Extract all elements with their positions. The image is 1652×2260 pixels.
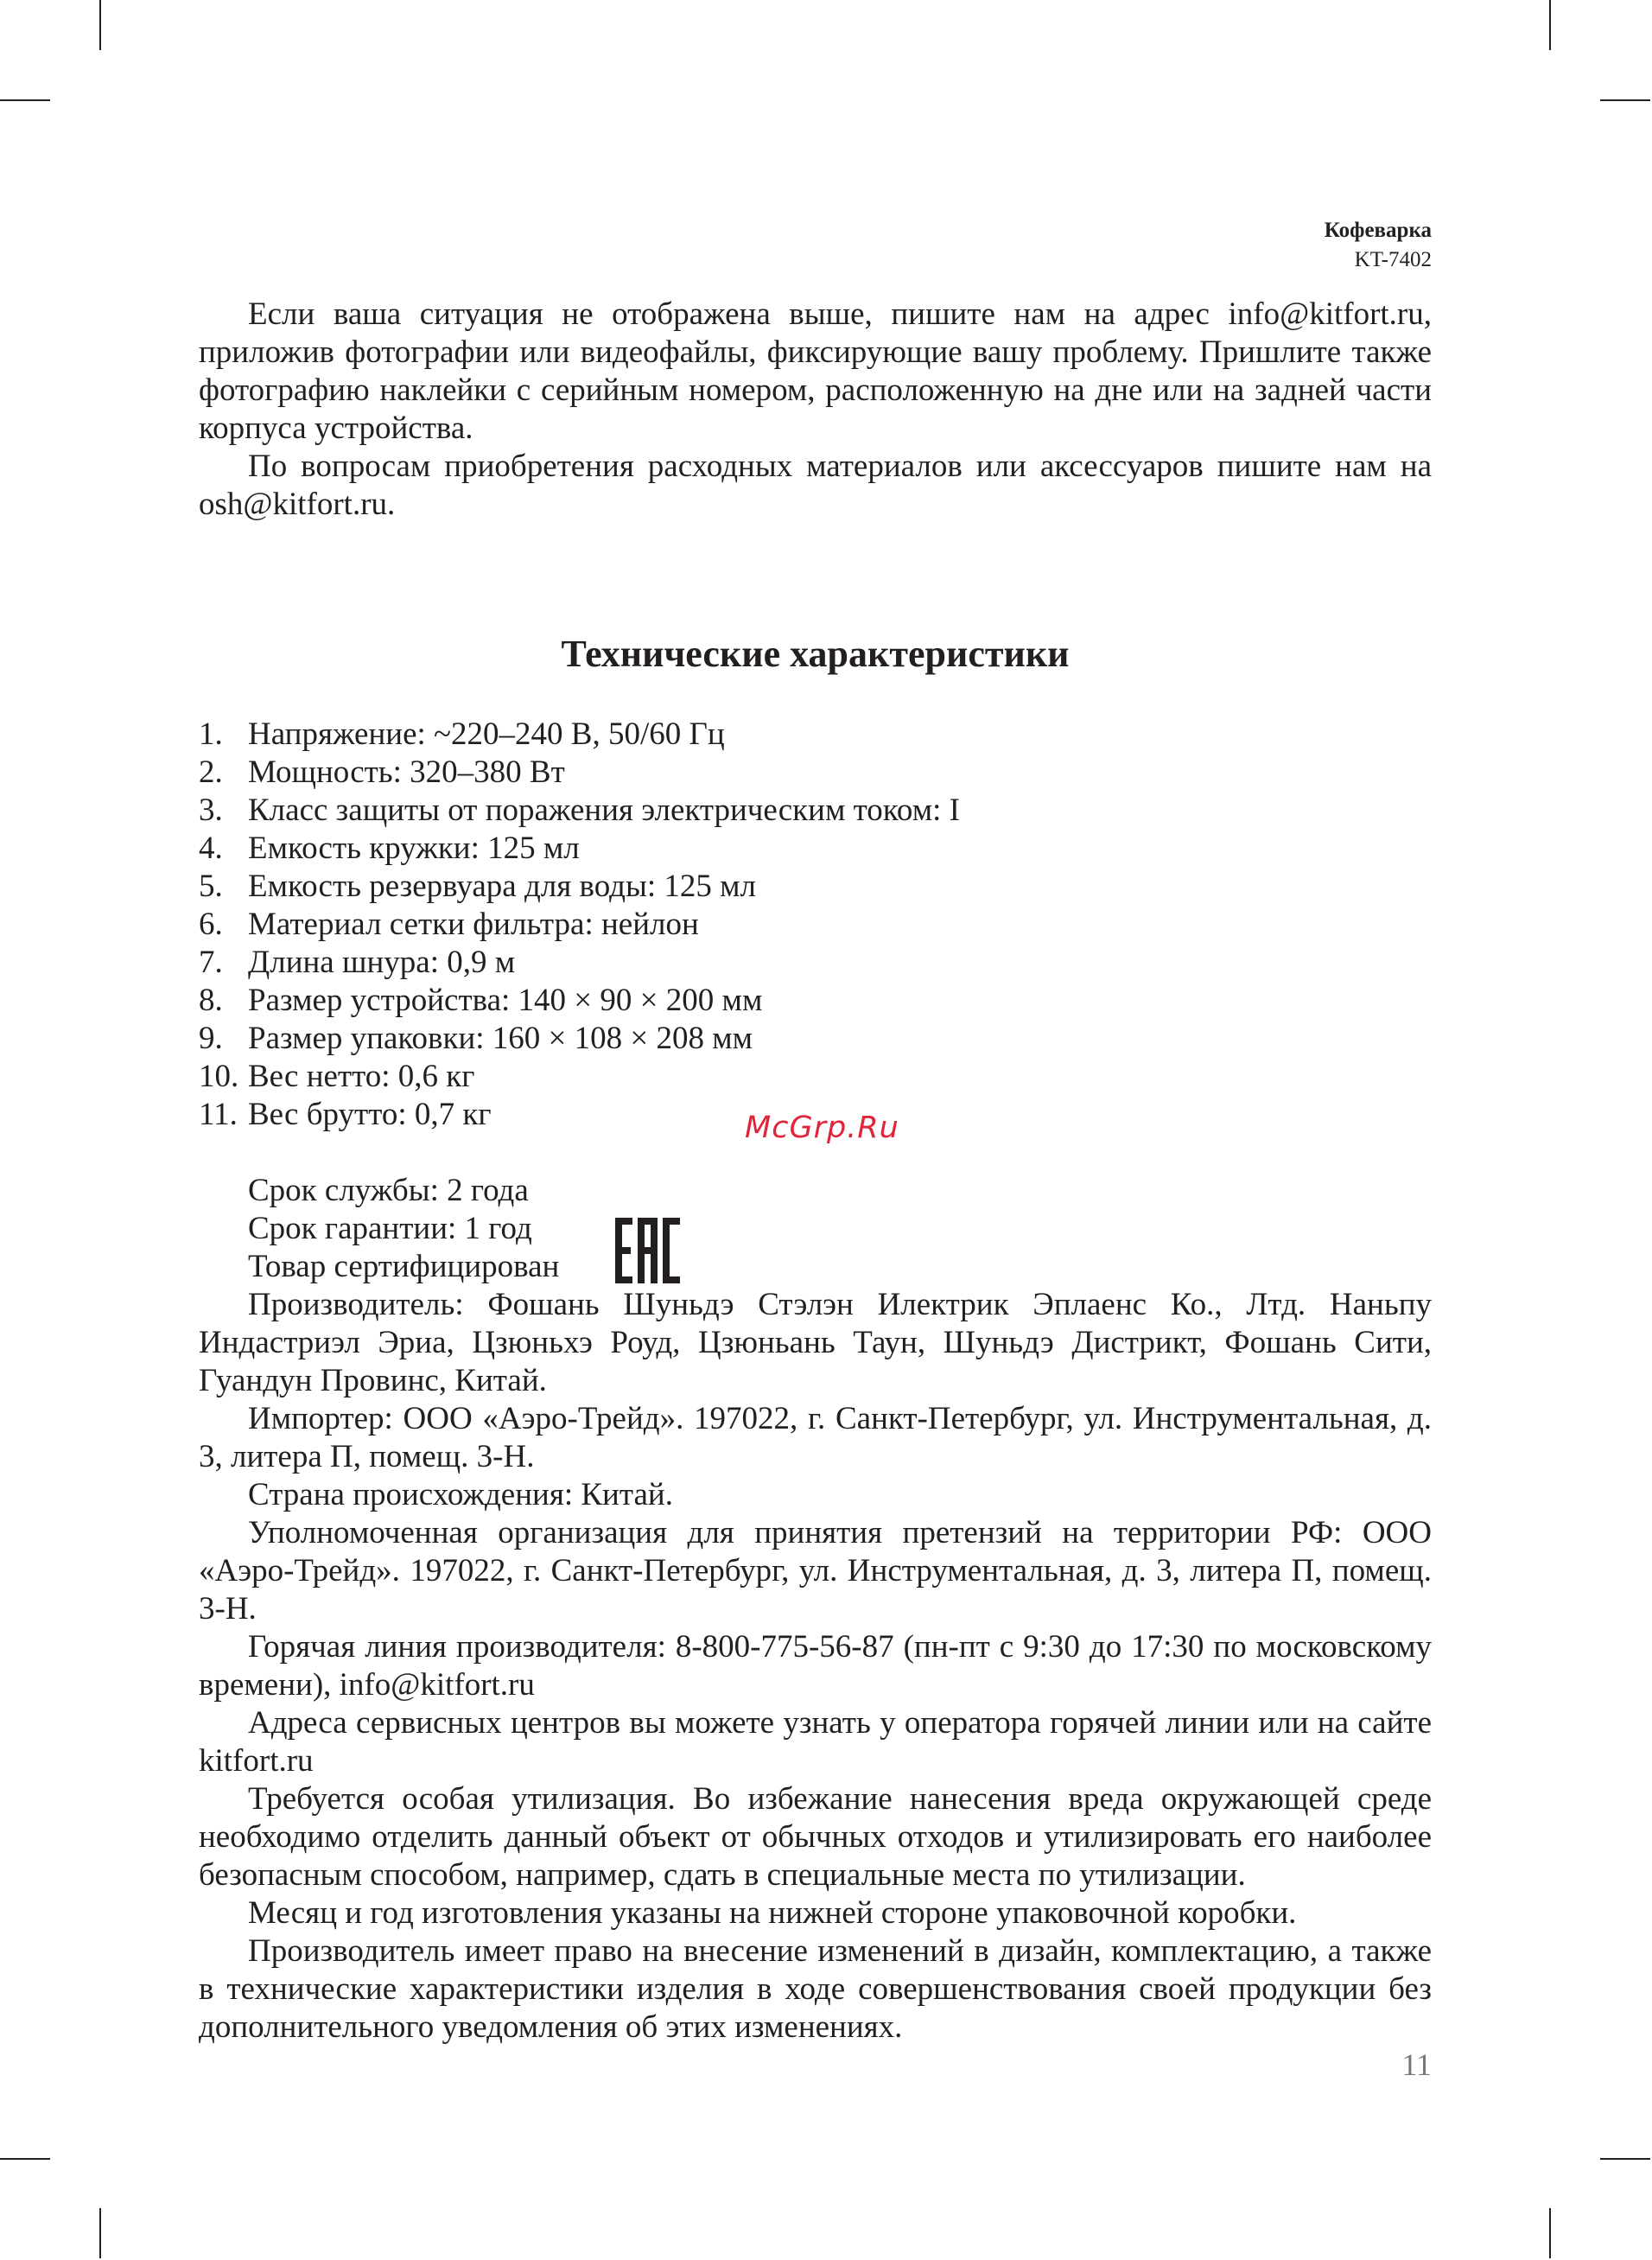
crop-mark-right-top [1600,99,1650,101]
spec-item [199,1020,1432,1058]
info-paragraph: Горячая линия производителя: 8-800-775-56-87 (пн-пт с 9:30 до 17:30 по московскому времени), info@kitfort.ru [199,1629,1432,1703]
service-life: Срок службы: 2 года [248,1173,529,1208]
info-paragraph: Страна происхождения: Китай. [248,1477,673,1512]
spec-text: Мощность: 320–380 Вт [248,754,565,790]
crop-mark-right-bottom [1600,2158,1650,2160]
spec-number: 4. [199,831,223,866]
spec-text: Класс защиты от поражения электрическим током: I [248,793,960,828]
crop-mark-bottom-right [1549,2208,1551,2258]
spec-item [199,754,1432,792]
spec-list [199,716,1432,1134]
crop-mark-bottom-left [99,2208,101,2258]
spec-number: 5. [199,869,223,904]
page-number: 11 [1401,2047,1432,2082]
spec-number: 6. [199,907,223,942]
watermark: McGrp.Ru [745,1111,899,1145]
spec-text: Длина шнура: 0,9 м [248,945,516,980]
crop-mark-left-top [0,99,50,101]
crop-mark-left-bottom [0,2158,50,2160]
spec-item [199,716,1432,754]
spec-text: Емкость кружки: 125 мл [248,831,580,866]
spec-text: Размер устройства: 140 × 90 × 200 мм [248,983,763,1018]
info-paragraph: Уполномоченная организация для принятия претензий на территории РФ: ООО «Аэро-Трейд». 197022, г. Санкт-Петербург, ул. Инструментальная, д. 3, литера П, помещ. 3-Н. [199,1515,1432,1627]
info-paragraph: Импортер: ООО «Аэро-Трейд». 197022, г. Санкт-Петербург, ул. Инструментальная, д. 3, литера П, помещ. 3-Н. [199,1401,1432,1474]
spec-text: Вес брутто: 0,7 кг [248,1097,492,1132]
info-paragraph: Адреса сервисных центров вы можете узнать у оператора горячей линии или на сайте kitfort.ru [199,1705,1432,1779]
spec-number: 11. [199,1097,238,1132]
spec-item [199,944,1432,982]
info-paragraph: Требуется особая утилизация. Во избежание нанесения вреда окружающей среде необходимо отделить данный объект от обычных отходов и утилизировать его наиболее безопасным способом, например, сдать в специальные места по утилизации. [199,1781,1432,1893]
running-header [1325,216,1432,275]
spec-text: Емкость резервуара для воды: 125 мл [248,869,757,904]
spec-text: Вес нетто: 0,6 кг [248,1059,475,1094]
certified-text: Товар сертифицирован [248,1249,560,1284]
spec-number: 3. [199,793,223,828]
spec-text: Размер упаковки: 160 × 108 × 208 мм [248,1021,753,1056]
certified-line [199,1248,1432,1286]
info-paragraph: Производитель имеет право на внесение изменений в дизайн, комплектацию, а также в технические характеристики изделия в ходе совершенствования своей продукции без дополнительного уведомления об этих изменениях. [199,1933,1432,2045]
intro-paragraph: Если ваша ситуация не отображена выше, пишите нам на адрес info@kitfort.ru, приложив фотографии или видеофайлы, фиксирующие вашу проблему. Пришлите также фотографию наклейки с серийным номером, расположенную на дне или на задней части корпуса устройства. [199,296,1432,446]
spec-item [199,906,1432,944]
section-title: Технические характеристики [561,633,1070,675]
spec-item [199,1058,1432,1096]
spec-item [199,830,1432,868]
header-product: Кофеварка [1324,219,1432,242]
spec-item [199,868,1432,906]
spec-number: 10. [199,1059,239,1094]
spec-item [199,792,1432,830]
header-model: KT-7402 [1354,248,1432,271]
spec-text: Напряжение: ~220–240 В, 50/60 Гц [248,716,725,752]
info-paragraph: Производитель: Фошань Шуньдэ Стэлэн Илектрик Эплаенс Ко., Лтд. Наньпу Индастриэл Эриа, Цзюньхэ Роуд, Цзюньань Таун, Шуньдэ Дистрикт, Фошань Сити, Гуандун Провинс, Китай. [199,1287,1432,1398]
spec-text: Материал сетки фильтра: нейлон [248,907,699,942]
spec-number: 9. [199,1021,223,1056]
crop-mark-top-left [99,0,101,50]
spec-number: 1. [199,716,223,752]
spec-number: 7. [199,945,223,980]
spec-number: 2. [199,754,223,790]
spec-number: 8. [199,983,223,1018]
info-block [199,1172,1432,2047]
intro-block [199,296,1432,524]
spec-item [199,982,1432,1020]
info-paragraph: Месяц и год изготовления указаны на нижней стороне упаковочной коробки. [248,1895,1297,1931]
crop-mark-top-right [1549,0,1551,50]
warranty: Срок гарантии: 1 год [248,1211,532,1246]
intro-paragraph: По вопросам приобретения расходных материалов или аксессуаров пишите нам на osh@kitfort.ru. [199,449,1432,522]
eac-mark-icon [613,1215,683,1286]
